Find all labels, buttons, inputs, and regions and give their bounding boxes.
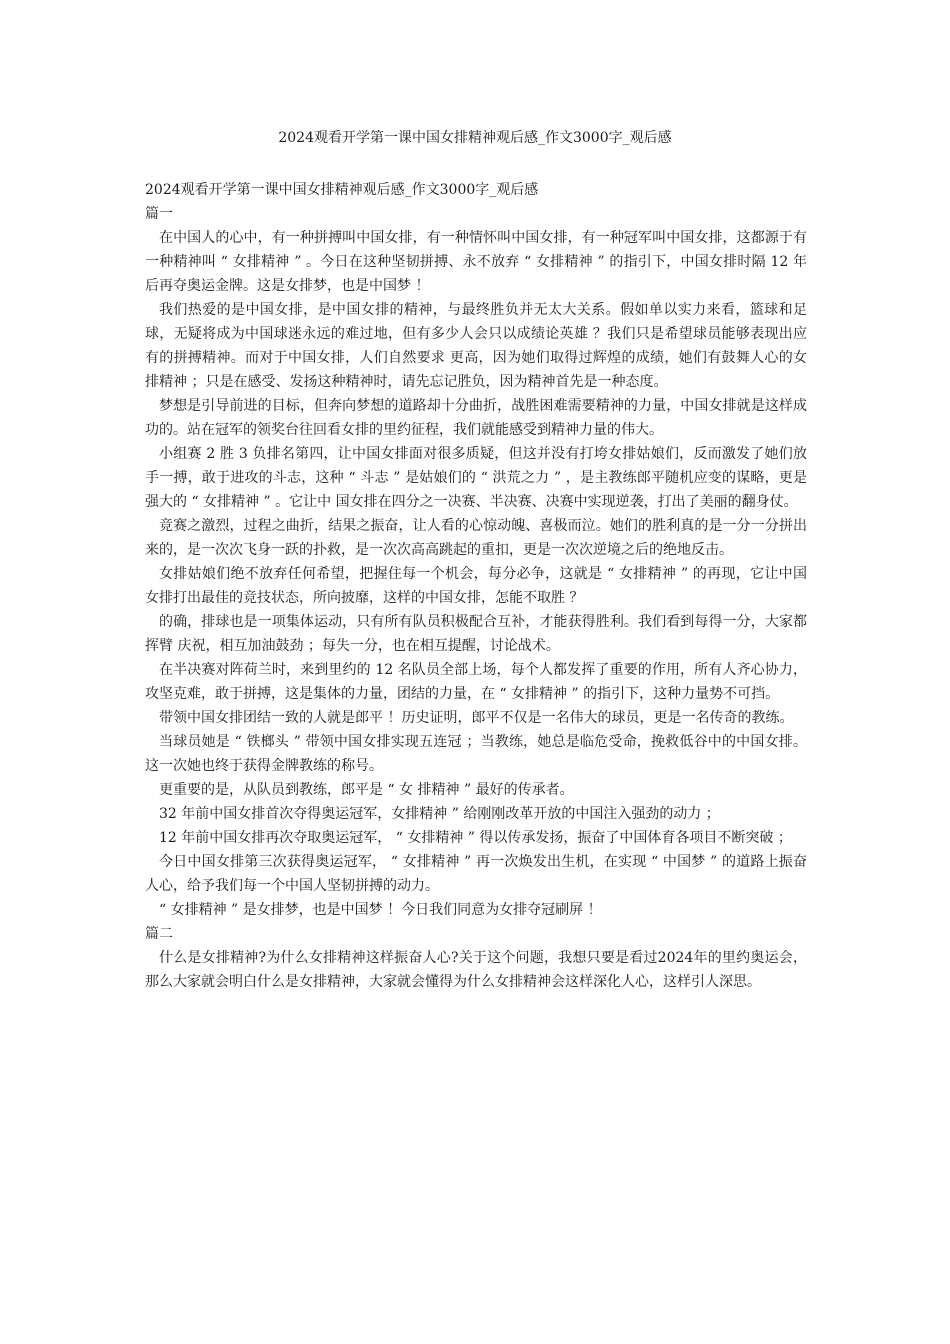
paragraph: 32 年前中国女排首次夺得奥运冠军，女排精神 ” 给刚刚改革开放的中国注入强劲的动力 ； bbox=[159, 806, 720, 822]
paragraph: 小组赛 2 胜 3 负排名第四，让中国女排面对很多质疑，但这并没有打垮女排姑娘们，反而激发了她们放手一搏，敢于进攻的斗志，这种 “ 斗志 ” 是姑娘们的 “ 洪荒之力 ” ，是主教练郎平随机应变的谋略，更是强大的 “ 女排精神 ” 。它让中 国女排在四分之一决赛、半决赛、决赛中实现逆袭，打出了美丽的翻身仗。 bbox=[145, 446, 807, 510]
paragraph: 更重要的是，从队员到教练，郎平是 “ 女 排精神 ” 最好的传承者。 bbox=[159, 782, 574, 798]
document-body bbox=[145, 178, 807, 994]
paragraph: 梦想是引导前进的目标，但奔向梦想的道路却十分曲折，战胜困难需要精神的力量，中国女排就是这样成功的。站在冠军的领奖台往回看女排的里约征程，我们就能感受到精神力量的伟大。 bbox=[145, 398, 807, 438]
paragraph: 今日中国女排第三次获得奥运冠军， “ 女排精神 ” 再一次焕发出生机，在实现 “ 中国梦 ” 的道路上振奋人心，给予我们每一个中国人坚韧拼搏的动力。 bbox=[145, 854, 807, 894]
paragraph: 当球员她是 “ 铁榔头 ” 带领中国女排实现五连冠 ；当教练，她总是临危受命，挽救低谷中的中国女排。这一次她也终于获得金牌教练的称号。 bbox=[145, 734, 807, 774]
section-label-2: 篇二 bbox=[145, 926, 173, 942]
paragraph: 女排姑娘们绝不放弃任何希望，把握住每一个机会，每分必争，这就是 “ 女排精神 ” 的再现，它让中国女排打出最佳的竞技状态，所向披靡，这样的中国女排，怎能不取胜 ？ bbox=[145, 566, 807, 606]
section-label-1: 篇一 bbox=[145, 206, 173, 222]
document-title: 2024观看开学第一课中国女排精神观后感_作文3000字_观后感 bbox=[278, 130, 672, 146]
paragraph: 什么是女排精神?为什么女排精神这样振奋人心?关于这个问题，我想只要是看过2024年的里约奥运会，那么大家就会明白什么是女排精神，大家就会懂得为什么女排精神会这样深化人心，这样引人深思。 bbox=[145, 950, 807, 990]
paragraph: 带领中国女排团结一致的人就是郎平 ！历史证明，郎平不仅是一名伟大的球员，更是一名传奇的教练。 bbox=[159, 710, 794, 726]
paragraph: 竞赛之激烈，过程之曲折，结果之振奋，让人看的心惊动魄、喜极而泣。她们的胜利真的是一分一分拼出来的，是一次次飞身一跃的扑救，是一次次高高跳起的重扣，更是一次次逆境之后的绝地反击。 bbox=[145, 518, 807, 558]
document-subtitle: 2024观看开学第一课中国女排精神观后感_作文3000字_观后感 bbox=[145, 182, 539, 198]
paragraph: 我们热爱的是中国女排，是中国女排的精神，与最终胜负并无太大关系。假如单以实力来看，篮球和足球，无疑将成为中国球迷永远的难过地，但有多少人会只以成绩论英雄 ？我们只是希望球员能够表现出应有的拼搏精神。而对于中国女排，人们自然要求 更高，因为她们取得过辉煌的成绩，她们有鼓舞人心的女排精神 ；只是在感受、发扬这种精神时，请先忘记胜负，因为精神首先是一种态度。 bbox=[145, 302, 807, 390]
paragraph: “ 女排精神 ” 是女排梦，也是中国梦 ！今日我们同意为女排夺冠刷屏 ！ bbox=[159, 902, 602, 918]
paragraph: 在中国人的心中，有一种拼搏叫中国女排，有一种情怀叫中国女排，有一种冠军叫中国女排，这都源于有一种精神叫 “ 女排精神 ” 。今日在这种坚韧拼搏、永不放弃 “ 女排精神 ” 的指引下，中国女排时隔 12 年后再夺奥运金牌。这是女排梦，也是中国梦 ！ bbox=[145, 230, 807, 294]
paragraph: 在半决赛对阵荷兰时，来到里约的 12 名队员全部上场，每个人都发挥了重要的作用，所有人齐心协力，攻坚克难，敢于拼搏，这是集体的力量，团结的力量，在 “ 女排精神 ” 的指引下，这种力量势不可挡。 bbox=[145, 662, 807, 702]
paragraph: 的确，排球也是一项集体运动，只有所有队员积极配合互补，才能获得胜利。我们看到每得一分，大家都挥臂 庆祝，相互加油鼓劲 ；每失一分，也在相互提醒，讨论战术。 bbox=[145, 614, 807, 654]
paragraph: 12 年前中国女排再次夺取奥运冠军， “ 女排精神 ” 得以传承发扬，振奋了中国体育各项目不断突破 ； bbox=[159, 830, 792, 846]
